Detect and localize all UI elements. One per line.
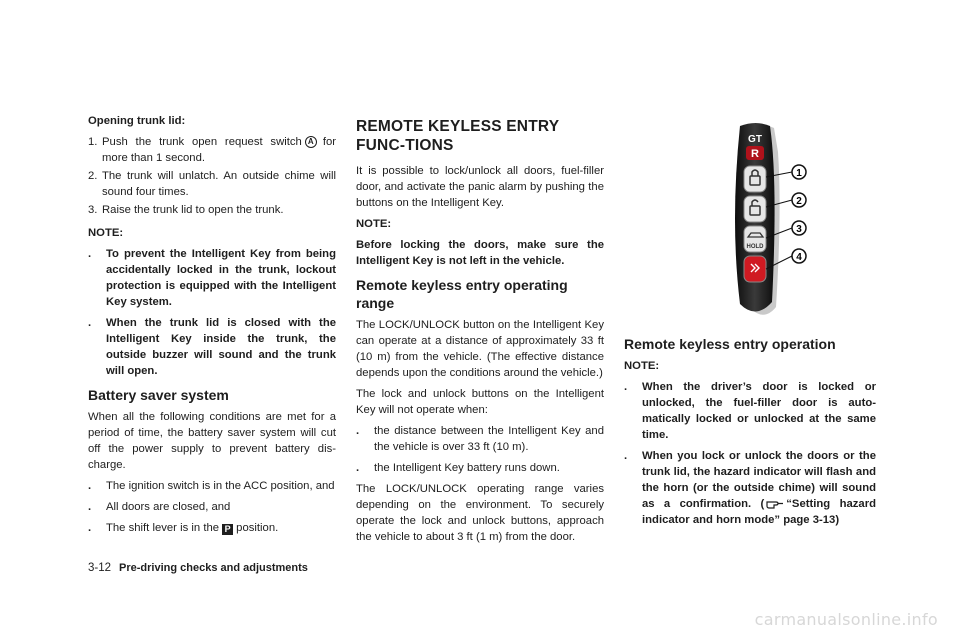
operating-range-heading: Remote keyless entry operating range	[356, 277, 568, 311]
section-title: Pre-driving checks and adjustments	[119, 562, 308, 574]
fob-logo-r: R	[751, 148, 759, 160]
condition-text: The ignition switch is in the ACC position, and	[106, 480, 335, 492]
note-text: When the driver’s door is locked or unlocked, the fuel-filler door is auto-matically locked or unlocked at the same time.	[642, 381, 876, 441]
note-label: NOTE:	[88, 227, 124, 239]
step-2	[88, 168, 336, 200]
right-column	[624, 335, 876, 533]
step-number: 3.	[88, 204, 98, 216]
park-position-icon: P	[222, 524, 233, 535]
bullet-mark: .	[88, 317, 92, 329]
bullet-mark: .	[88, 248, 92, 260]
callout-number: 2	[796, 196, 802, 207]
watermark: carmanualsonline.info	[754, 610, 938, 629]
intro-paragraph: It is possible to lock/unlock all doors, fuel-filler door, and activate the panic alarm by pushing the buttons on the Intelligent Key.	[356, 165, 604, 209]
callout-number: 4	[796, 252, 802, 263]
condition-item	[88, 520, 336, 536]
step-text: for more than 1 second.	[102, 136, 336, 164]
range-paragraph: The LOCK/UNLOCK button on the Intelligent Key can operate at a distance of approximately 33 ft (10 m) from the vehicle. (The effective distance depends upon the conditions around the vehicle.)	[356, 319, 604, 379]
note-item	[624, 379, 876, 443]
range-item-text: the Intelligent Key battery runs down.	[374, 462, 560, 474]
callout-number: 1	[796, 168, 802, 179]
remote-keyless-heading: REMOTE KEYLESS ENTRY FUNC-TIONS	[356, 118, 559, 154]
note-text: To prevent the Intelligent Key from being accidentally locked in the trunk, lockout protection is equipped with the Intelligent Key system.	[106, 248, 336, 308]
bullet-mark: .	[356, 462, 360, 474]
condition-text: position.	[236, 522, 279, 534]
battery-saver-heading: Battery saver system	[88, 387, 229, 403]
note-item	[88, 246, 336, 310]
bullet-mark: .	[624, 450, 628, 462]
note-item	[624, 448, 876, 528]
note-label: NOTE:	[356, 218, 392, 230]
bullet-mark: .	[356, 425, 360, 437]
step-number: 1.	[88, 136, 98, 148]
reference-link: “Setting hazard indicator and horn mode” page 3-13)	[642, 498, 876, 526]
condition-item	[88, 478, 336, 494]
condition-text: The shift lever is in the	[106, 522, 220, 534]
range-item	[356, 423, 604, 455]
condition-item	[88, 499, 336, 515]
condition-text: All doors are closed, and	[106, 501, 231, 513]
note-item	[88, 315, 336, 379]
opening-trunk-heading: Opening trunk lid:	[88, 115, 186, 127]
step-text: The trunk will unlatch. An outside chime will sound four times.	[102, 170, 336, 198]
fob-logo-gt: GT	[748, 134, 762, 145]
range-paragraph: The lock and unlock buttons on the Intelligent Key will not operate when:	[356, 388, 604, 416]
note-label: NOTE:	[624, 360, 660, 372]
keyless-operation-heading: Remote keyless entry operation	[624, 336, 836, 352]
bullet-mark: .	[88, 501, 92, 513]
pointing-hand-icon	[766, 498, 784, 509]
range-item-text: the distance between the Intelligent Key and the vehicle is over 33 ft (10 m).	[374, 425, 604, 453]
callout-number: 3	[796, 224, 802, 235]
note-text: When you lock or unlock the doors or the trunk lid, the hazard indicator will flash and the horn (or the outside chime) will sound as a confirmation.	[642, 450, 876, 510]
intelligent-key-illustration	[720, 122, 830, 327]
range-item	[356, 460, 604, 476]
note-text: Before locking the doors, make sure the Intelligent Key is not left in the vehicle.	[356, 239, 604, 267]
bullet-mark: .	[88, 522, 92, 534]
a-switch-icon: A	[305, 136, 317, 148]
step-1	[88, 134, 336, 166]
range-paragraph: The LOCK/UNLOCK operating range varies depending on the environment. To securely operate the lock and unlock buttons, approach the vehicle to about 3 ft (1 m) from the door.	[356, 483, 604, 543]
battery-saver-paragraph: When all the following conditions are met for a period of time, the battery saver system will cut off the power supply to prevent battery dis-charge.	[88, 411, 336, 471]
left-column	[88, 113, 336, 541]
panic-button	[744, 256, 766, 282]
step-3	[88, 202, 336, 218]
step-number: 2.	[88, 170, 98, 182]
bullet-mark: .	[624, 381, 628, 393]
step-text: Raise the trunk lid to open the trunk.	[102, 204, 284, 216]
note-text: When the trunk lid is closed with the Intelligent Key inside the trunk, the outside buzzer will sound and the trunk will open.	[106, 317, 336, 377]
step-text: Push the trunk open request switch	[102, 136, 302, 148]
middle-column	[356, 117, 604, 550]
page-footer	[88, 560, 308, 576]
reference-open: (	[760, 498, 765, 510]
page-number: 3-12	[88, 562, 112, 574]
bullet-mark: .	[88, 480, 92, 492]
hold-label: HOLD	[746, 244, 764, 250]
